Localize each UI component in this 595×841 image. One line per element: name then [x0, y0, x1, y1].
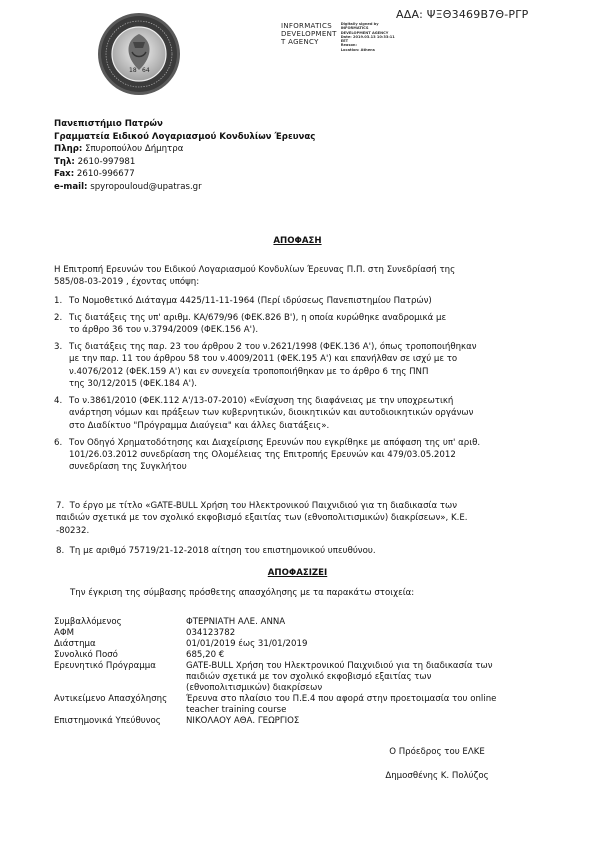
- table-row: Συμβαλλόμενος ΦΤΕΡΝΙΑΤΗ ΑΛΕ. ΑΝΝΑ: [54, 617, 286, 627]
- table-row: Αντικείμενο Απασχόλησης Έρευνα στο πλαίσιο του Π.Ε.4 που αφορά στην προετοιμασία του online teacher training course: [54, 694, 497, 715]
- university-seal-icon: [97, 12, 181, 96]
- list-item: 4. Το ν.3861/2010 (ΦΕΚ.112 Α'/13-07-2010) «Ενίσχυση της διαφάνειας με την υποχρεωτική ανάρτηση νόμων και πράξεων των κυβερνητικών, διοικητικών και αυτοδιοικητικών οργάνων στο Διαδίκτυο "Πρόγραμμα Διαύγεια" και άλλες διατάξεις».: [54, 396, 474, 431]
- signatory-name: Δημοσθένης Κ. Πολύζος: [385, 771, 489, 781]
- list-item: 3. Τις διατάξεις της παρ. 23 του άρθρου 2 του ν.2621/1998 (ΦΕΚ.136 Α'), όπως τροποποιήθηκαν με την παρ. 11 του άρθρου 58 του ν.4009/2011 (ΦΕΚ.195 Α') και επανήλθαν σε ισχύ με το ν.4076/2012 (ΦΕΚ.159 Α') και εν συνεχεία τροποποιήθηκαν με το άρθρο 6 της ΠΝΠ της 30/12/2015 (ΦΕΚ.184 Α').: [54, 342, 477, 390]
- stamp-details: Digitally signed by INFORMATICS DEVELOPMENT AGENCY Date: 2019.03.13 10:33:11 EET Reason: Location: Athens: [340, 22, 395, 52]
- email-link[interactable]: spyropouloud@upatras.gr: [90, 181, 202, 192]
- seal-year-right: 64: [142, 67, 150, 74]
- fax-line: Fax: 2610-996677: [54, 169, 135, 180]
- email-line: e-mail: spyropouloud@upatras.gr: [54, 181, 202, 192]
- list-item: 1. Το Νομοθετικό Διάταγμα 4425/11-11-1964 (Περί ιδρύσεως Πανεπιστημίου Πατρών): [54, 296, 432, 306]
- list-item: 6. Τον Οδηγό Χρηματοδότησης και Διαχείρισης Ερευνών που εγκρίθηκε με απόφαση της υπ' αριθ. 101/26.03.2012 συνεδρίαση της Ολομέλειας της Επιτροπής Ερευνών και 479/03.05.2012 συνεδρίαση της Συγκλήτου: [54, 437, 481, 473]
- contract-details: [54, 617, 496, 727]
- decision-title: ΑΠΟΦΑΣΗ: [273, 236, 322, 246]
- seal-year-left: 18: [129, 67, 137, 74]
- digital-signature-stamp: [281, 22, 395, 52]
- table-row: Ερευνητικό Πρόγραμμα GATE-BULL Χρήση του Ηλεκτρονικού Παιχνιδιού για τη διαδικασία των παιδιών σχετικά με τον σχολικό εκφοβισμό εξαιτίας των (εθνοπολιτισμικών) διακρίσεων: [54, 661, 493, 693]
- details-table: [54, 617, 496, 727]
- stamp-agency-name: INFORMATICS DEVELOPMENT T AGENCY: [281, 22, 337, 46]
- table-row: ΑΦΜ 034123782: [54, 628, 236, 638]
- considerations-list: [54, 295, 554, 478]
- approval-sentence: Την έγκριση της σύμβασης πρόσθετης απασχόλησης με τα παρακάτω στοιχεία:: [70, 588, 415, 598]
- signature-block: [372, 740, 502, 788]
- university-name: Πανεπιστήμιο Πατρών: [54, 119, 163, 129]
- tel-line: Τηλ: 2610-997981: [54, 156, 136, 167]
- table-row: Διάστημα 01/01/2019 έως 31/01/2019: [54, 639, 308, 649]
- signatory-role: Ο Πρόεδρος του ΕΛΚΕ: [389, 747, 485, 757]
- ada-code: ΑΔΑ: ΨΞΘ3469Β7Θ-ΡΓΡ: [396, 8, 529, 21]
- list-item-7: 7. Το έργο με τίτλο «GATE-BULL Χρήση του Ηλεκτρονικού Παιχνιδιού για τη διαδικασία των παιδιών σχετικά με τον σχολικό εκφοβισμό εξαιτίας των (εθνοπολιτισμικών) διακρίσεων», Κ.Ε. -80232.: [56, 501, 468, 536]
- table-row: Συνολικό Ποσό 685,20 €: [54, 650, 225, 660]
- list-item: 2. Τις διατάξεις της υπ' αριθμ. ΚΑ/679/96 (ΦΕΚ.826 Β'), η οποία κυρώθηκε αναδρομικά με το άρθρο 36 του ν.3794/2009 (ΦΕΚ.156 Α').: [54, 312, 447, 336]
- department-name: Γραμματεία Ειδικού Λογαριασμού Κονδυλίων Έρευνας: [54, 131, 316, 142]
- intro-paragraph: Η Επιτροπή Ερευνών του Ειδικού Λογαριασμού Κονδυλίων Έρευνας Π.Π. στη Συνεδρίασή της 585/08-03-2019 , έχοντας υπόψη:: [54, 265, 456, 288]
- table-row: Επιστημονικά Υπεύθυνος ΝΙΚΟΛΑΟΥ ΑΘΑ. ΓΕΩΡΓΙΟΣ: [54, 716, 300, 726]
- list-item-8: 8. Τη με αριθμό 75719/21-12-2018 αίτηση του επιστημονικού υπευθύνου.: [56, 546, 376, 556]
- decides-title: ΑΠΟΦΑΣΙΖΕΙ: [267, 568, 328, 578]
- contact-line: Πληρ: Σπυροπούλου Δήμητρα: [54, 144, 184, 155]
- organization-block: [54, 118, 315, 194]
